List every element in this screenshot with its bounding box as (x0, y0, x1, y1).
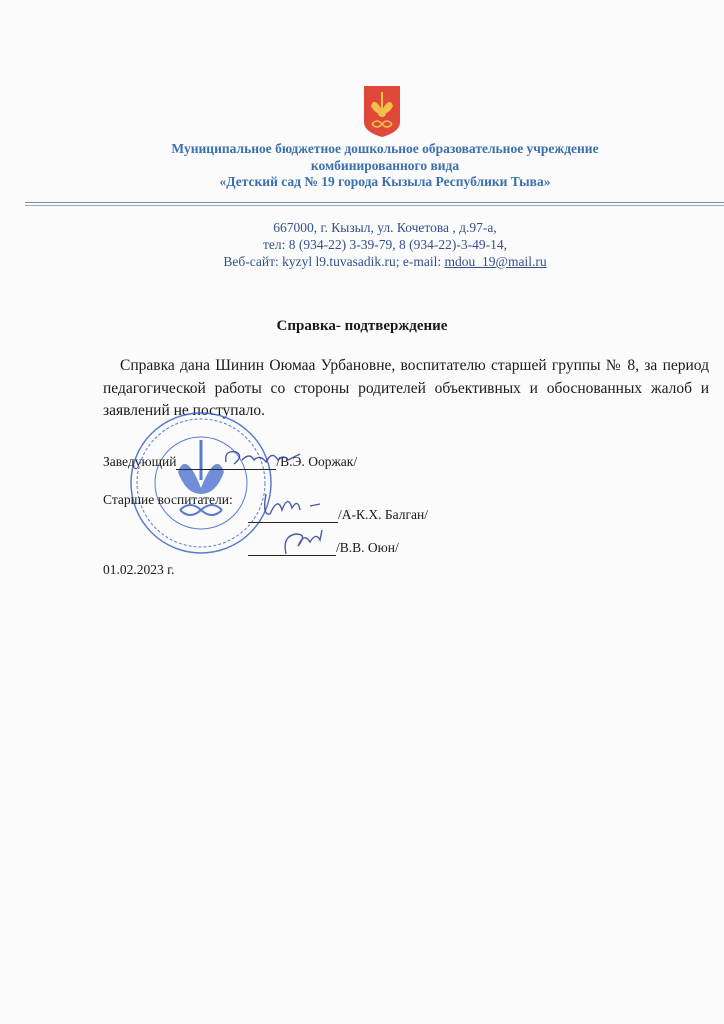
address: 667000, г. Кызыл, ул. Кочетова , д.97-а, (273, 220, 497, 235)
org-line-2: комбинированного вида (310, 157, 460, 173)
senior-label: Старшие воспитатели: (103, 492, 233, 507)
official-stamp (128, 410, 274, 556)
city-coat-of-arms-logo (362, 84, 402, 138)
handwritten-signature (260, 490, 330, 520)
website: Веб-сайт: kyzyl l9.tuvasadik.ru; e-mail: (223, 254, 445, 269)
signature-line (176, 469, 276, 470)
document-title: Справка- подтверждение (276, 318, 448, 334)
document-body: Справка дана Шинин Оюмаа Урбановне, воспитателю старшей группы № 8, за период педагогической работы со стороны родителей объективных и обоснованных жалоб и заявлений не поступало. (103, 357, 709, 419)
handwritten-signature (222, 446, 312, 468)
contact-block (60, 219, 710, 270)
senior1-name: /А-К.Х. Балган/ (338, 507, 428, 522)
org-line-1: Муниципальное бюджетное дошкольное образовательное учреждение (171, 141, 599, 156)
organization-name (60, 141, 710, 191)
phones: тел: 8 (934-22) 3-39-79, 8 (934-22)-3-49-14, (263, 237, 507, 252)
header-divider (25, 202, 724, 206)
email-link[interactable]: mdou_19@mail.ru (444, 254, 547, 269)
handwritten-signature (278, 526, 328, 558)
head-label: Заведующий (103, 454, 177, 469)
head-name: /В.Э. Ооржак/ (276, 454, 358, 469)
senior2-name: /В.В. Оюн/ (336, 540, 399, 555)
org-line-3: «Детский сад № 19 города Кызыла Республики Тыва» (219, 174, 551, 189)
document-date: 01.02.2023 г. (103, 562, 175, 577)
signature-line (248, 522, 338, 523)
